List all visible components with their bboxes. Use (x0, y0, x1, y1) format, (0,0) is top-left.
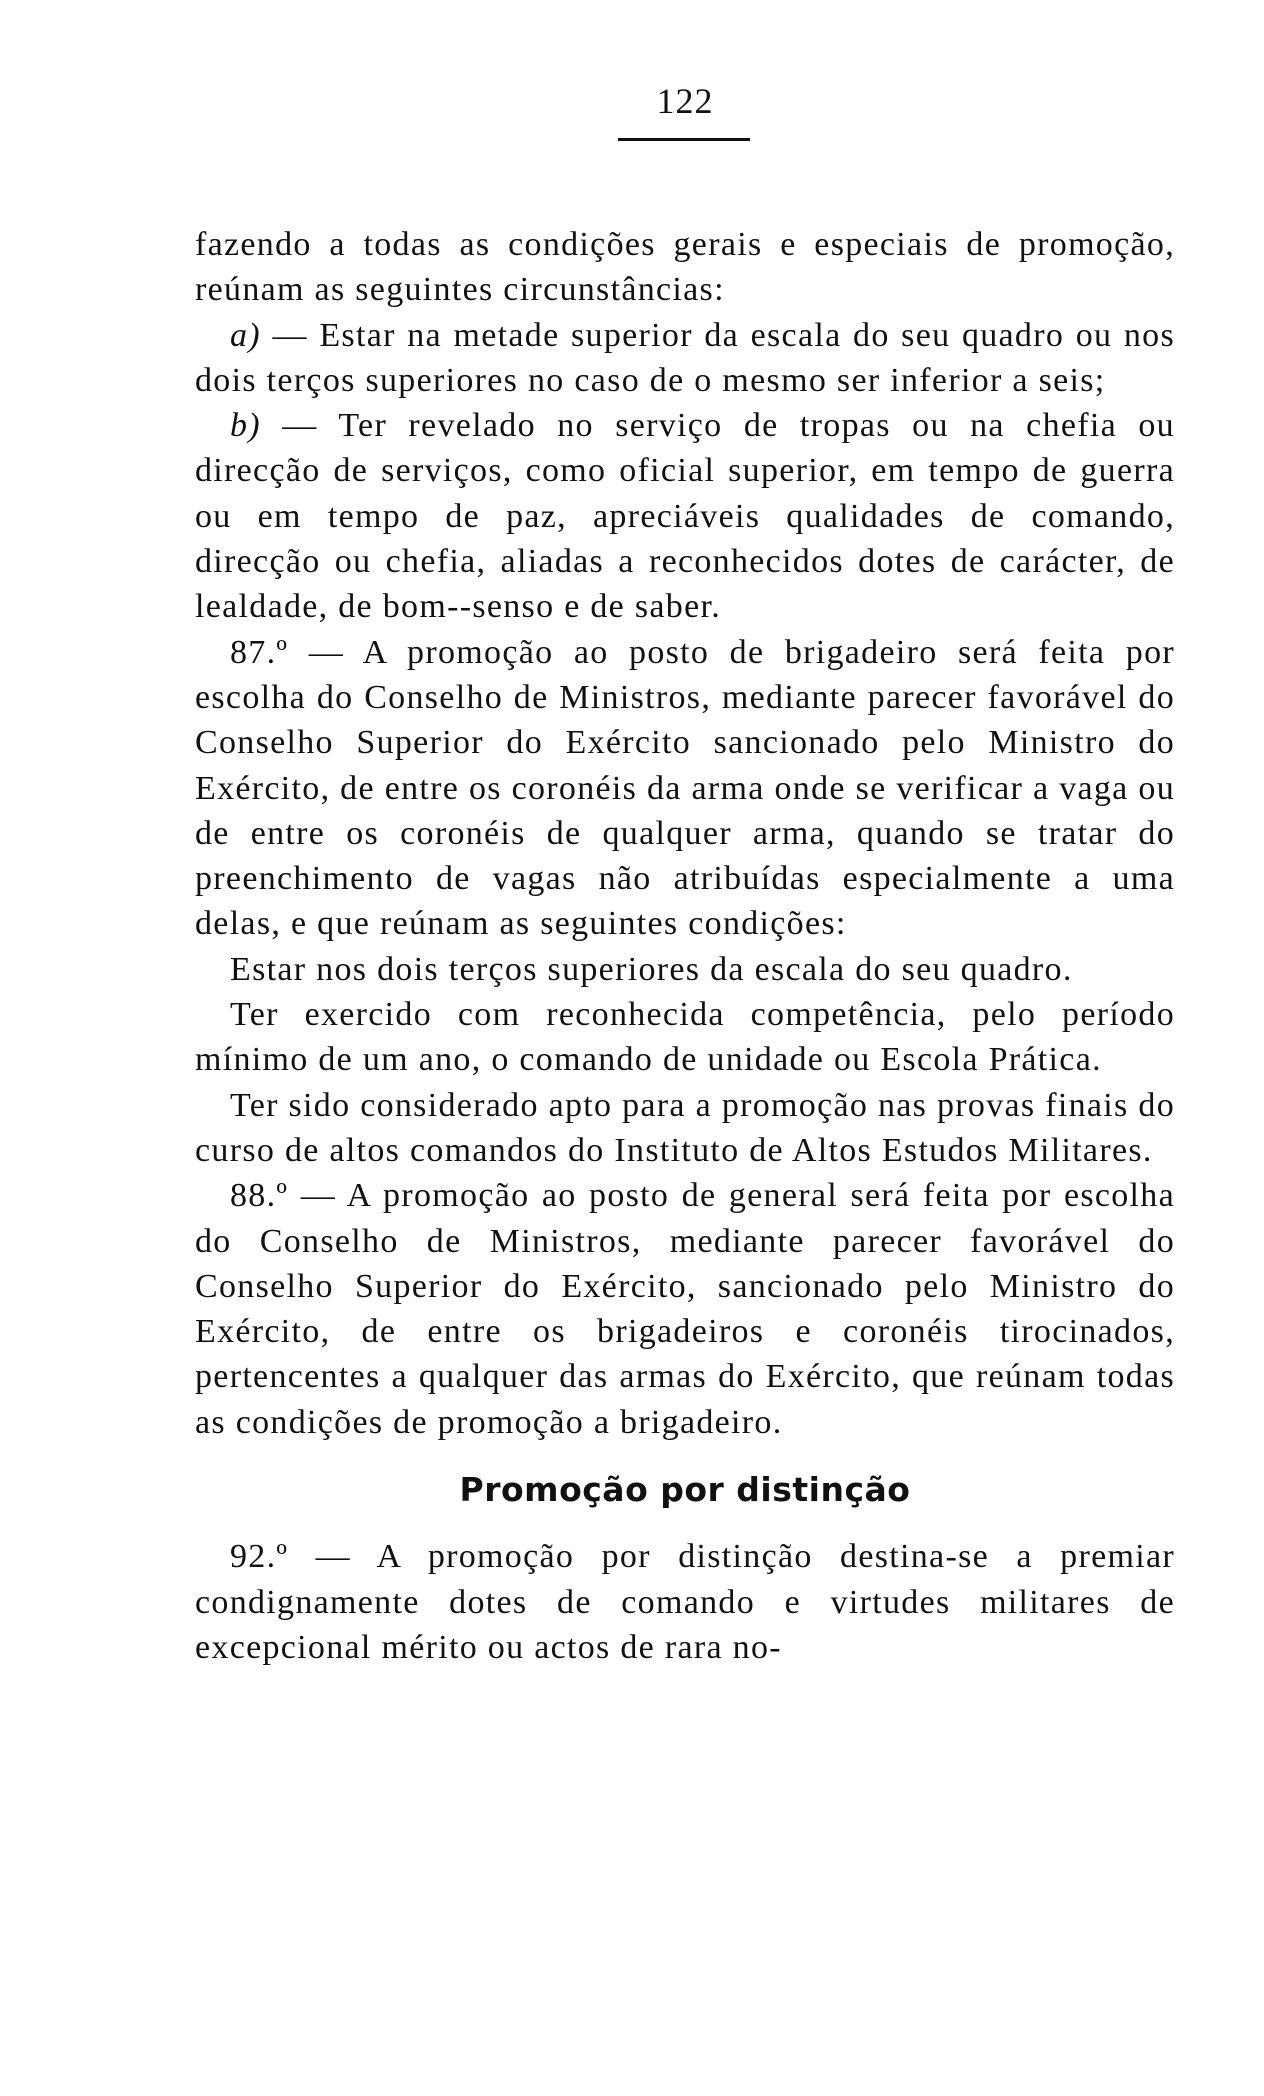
paragraph-article-88: 88.º — A promoção ao posto de general será feita por escolha do Conselho de Ministros, mediante parecer favorável do Conselho Superior do Exército, sancionado pelo Ministro do Exército, de entre os brigadeiros e coronéis tirocinados, pertencentes a qualquer das armas do Exército, que reúnam todas as condições de promoção a brigadeiro. (195, 1177, 1175, 1441)
body-text (195, 222, 1175, 1670)
item-b-text: — Ter revelado no serviço de tropas ou na chefia ou direcção de serviços, como oficial superior, em tempo de guerra ou em tempo de paz, apreciáveis qualidades de comando, direcção ou chefia, aliadas a reconhecidos dotes de carácter, de lealdade, de bom--senso e de saber. (195, 407, 1175, 626)
paragraph-condition-2: Ter exercido com reconhecida competência, pelo período mínimo de um ano, o comando de unidade ou Escola Prática. (195, 996, 1175, 1079)
paragraph-condition-3: Ter sido considerado apto para a promoção nas provas finais do curso de altos comandos do Instituto de Altos Estudos Militares. (195, 1086, 1175, 1169)
page-number: 122 (656, 81, 714, 121)
item-a-letter: a) (230, 316, 261, 354)
paragraph-article-87: 87.º — A promoção ao posto de brigadeiro será feita por escolha do Conselho de Ministros, mediante parecer favorável do Conselho Superior do Exército sancionado pelo Ministro do Exército, de entre os coronéis da arma onde se verificar a vaga ou de entre os coronéis de qualquer arma, quando se tratar do preenchimento de vagas não atribuídas especialmente a uma delas, e que reúnam as seguintes condições: (195, 633, 1175, 943)
paragraph-condition-1: Estar nos dois terços superiores da escala do seu quadro. (230, 950, 1073, 988)
item-a-text: — Estar na metade superior da escala do seu quadro ou nos dois terços superiores no caso de o mesmo ser inferior a seis; (195, 316, 1175, 399)
paragraph-item-a (195, 313, 1175, 404)
paragraph-article-92: 92.º — A promoção por distinção destina-se a premiar condignamente dotes de comando e virtudes militares de excepcional mérito ou actos de rara no- (195, 1538, 1175, 1666)
paragraph-item-b (195, 403, 1175, 629)
page-number-rule (618, 138, 750, 141)
document-page (195, 0, 1175, 2096)
item-b-letter: b) (230, 407, 261, 445)
paragraph-intro: fazendo a todas as condições gerais e especiais de promoção, reúnam as seguintes circunstâncias: (195, 226, 1175, 309)
section-heading: Promoção por distinção (459, 1470, 911, 1510)
